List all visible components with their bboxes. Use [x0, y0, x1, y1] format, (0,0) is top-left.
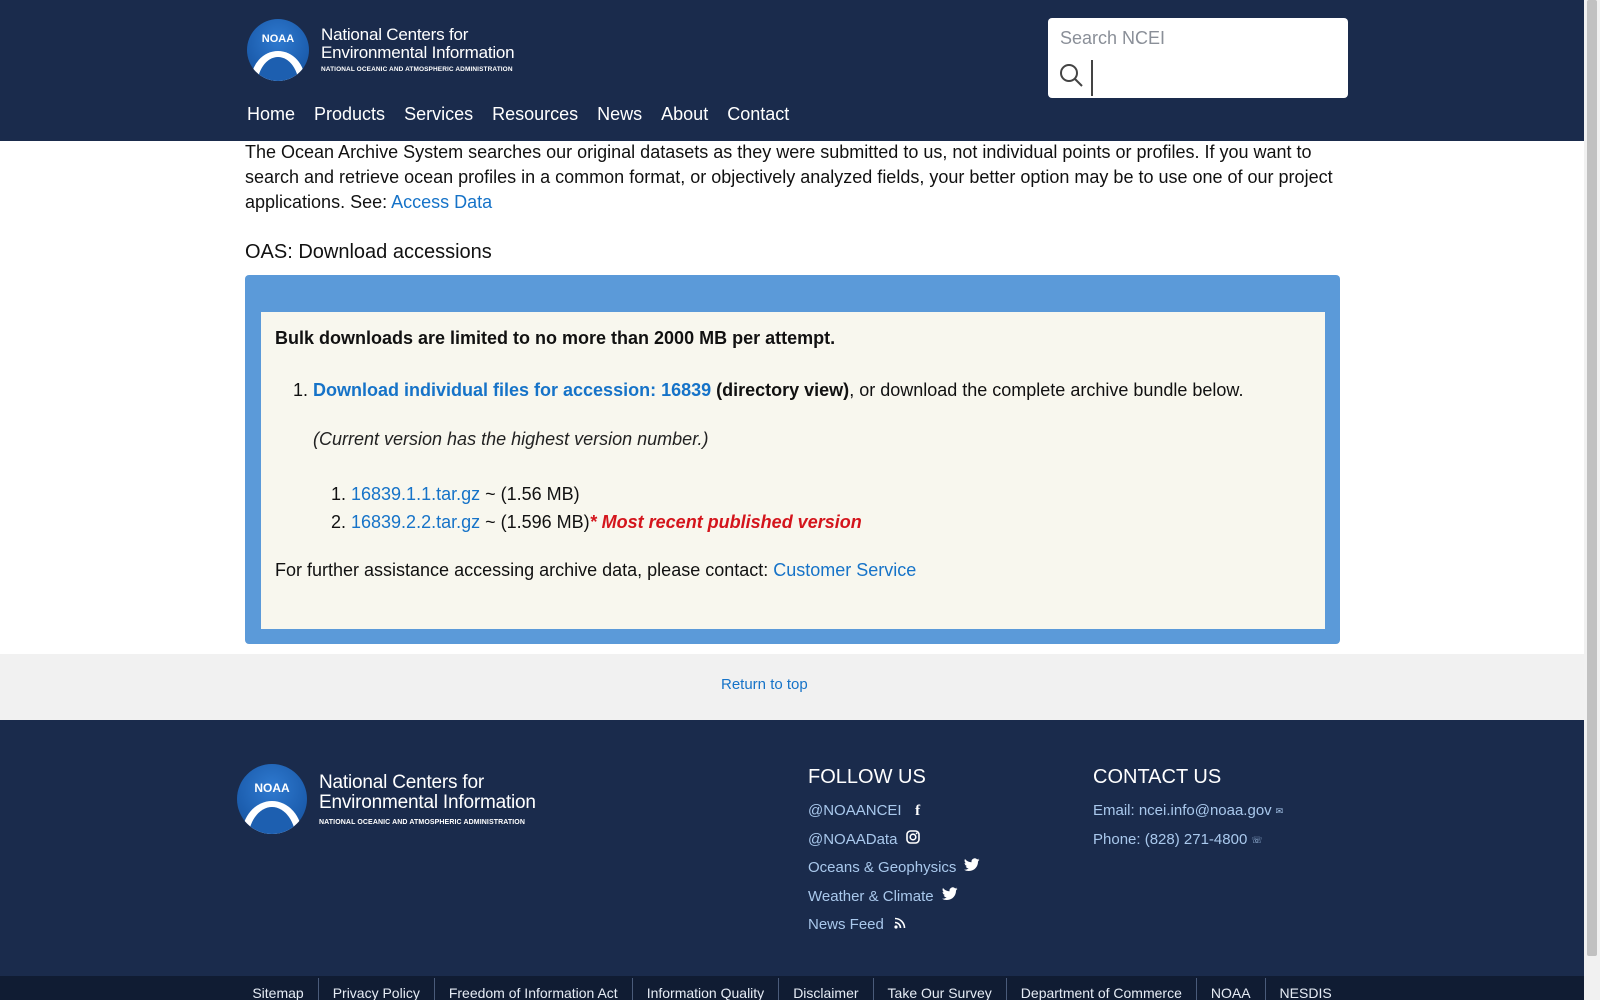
logo-line3: NATIONAL OCEANIC AND ATMOSPHERIC ADMINISTRATION: [319, 818, 526, 826]
return-to-top-bar: [0, 654, 1584, 720]
nav-contact[interactable]: Contact: [727, 104, 790, 124]
list-number: 1.: [292, 380, 308, 400]
twitter-icon[interactable]: [942, 883, 958, 912]
search-divider: [1091, 60, 1093, 96]
nav-services[interactable]: Services: [404, 104, 474, 124]
nav-news[interactable]: News: [597, 104, 643, 124]
scrollbar-thumb[interactable]: [1587, 0, 1597, 956]
contact-phone: [1093, 826, 1283, 855]
phone-icon: ☏: [1251, 834, 1263, 845]
current-version-note: (Current version has the highest version number.): [313, 429, 709, 449]
intro-paragraph: [245, 140, 1355, 215]
news-feed-link[interactable]: News Feed: [808, 916, 884, 933]
take-survey-link[interactable]: Take Our Survey: [873, 978, 1006, 1000]
twitter-icon[interactable]: [964, 854, 980, 883]
noaa-link[interactable]: NOAA: [1196, 978, 1265, 1000]
facebook-icon[interactable]: f: [915, 803, 921, 819]
social-link-instagram: [808, 826, 980, 855]
nav-home[interactable]: Home: [247, 104, 296, 124]
site-footer: [0, 720, 1584, 980]
logo-line1: National Centers for: [321, 25, 469, 45]
nav-products[interactable]: Products: [314, 104, 386, 124]
phone-link[interactable]: Phone: (828) 271-4800: [1093, 830, 1248, 848]
main-nav: [247, 104, 808, 125]
rss-icon[interactable]: [892, 911, 908, 940]
logo-text: [321, 26, 514, 74]
facebook-link[interactable]: @NOAANCEI: [808, 802, 902, 819]
file-link[interactable]: 16839.2.2.tar.gz: [351, 512, 481, 532]
logo-line2: Environmental Information: [319, 791, 536, 813]
footer-ncei-logo[interactable]: [237, 764, 536, 834]
download-individual-files-link[interactable]: Download individual files for accession: 16839: [313, 380, 712, 400]
file-size: ~ (1.56 MB): [480, 484, 580, 504]
envelope-icon: ✉: [1275, 806, 1284, 816]
noaa-logo-icon: [247, 19, 309, 81]
contact-us-column: [1093, 766, 1283, 854]
customer-service-link[interactable]: Customer Service: [773, 560, 917, 580]
list-number: 2.: [330, 512, 346, 532]
file-link[interactable]: 16839.1.1.tar.gz: [351, 484, 481, 504]
nesdis-link[interactable]: NESDIS: [1265, 978, 1346, 1000]
information-quality-link[interactable]: Information Quality: [632, 978, 779, 1000]
site-header: [0, 0, 1584, 141]
search-input[interactable]: [1060, 26, 1330, 50]
file-list: [313, 480, 862, 536]
footer-bottom-links: [0, 976, 1584, 1000]
follow-us-column: [808, 766, 980, 940]
download-panel-body: [261, 312, 1325, 629]
access-data-link[interactable]: Access Data: [391, 192, 493, 212]
section-title: OAS: Download accessions: [245, 241, 492, 263]
search-button[interactable]: [1056, 60, 1086, 92]
list-item: [275, 380, 1243, 401]
department-of-commerce-link[interactable]: Department of Commerce: [1006, 978, 1196, 1000]
logo-line2: Environmental Information: [321, 43, 515, 63]
return-to-top-link[interactable]: Return to top: [721, 676, 808, 693]
logo-line3: NATIONAL OCEANIC AND ATMOSPHERIC ADMINISTRATION: [321, 66, 513, 74]
page-scrollbar[interactable]: [1584, 0, 1600, 1000]
foia-link[interactable]: Freedom of Information Act: [434, 978, 632, 1000]
noaa-badge-text: NOAA: [254, 781, 290, 795]
intro-text: The Ocean Archive System searches our original datasets as they were submitted to us, not individual points or profiles. If you want to search and retrieve ocean profiles in a common format, or objectively analyzed fields, your better option may be to use one of our project applications. See:: [245, 142, 1333, 212]
contact-us-title: CONTACT US: [1093, 766, 1222, 788]
disclaimer-link[interactable]: Disclaimer: [778, 978, 872, 1000]
file-row: [313, 508, 862, 536]
file-row: [313, 480, 862, 508]
file-size: ~ (1.596 MB): [480, 512, 590, 532]
list-number: 1.: [330, 484, 346, 504]
noaa-logo-icon: [237, 764, 307, 834]
social-link-oceans: [808, 854, 980, 883]
directory-view-label: (directory view): [716, 380, 850, 400]
email-link[interactable]: Email: ncei.info@noaa.gov: [1093, 802, 1272, 819]
nav-about[interactable]: About: [661, 104, 709, 124]
noaa-badge-text: NOAA: [261, 33, 295, 45]
contact-email: [1093, 797, 1283, 826]
bulk-download-note: Bulk downloads are limited to no more than 2000 MB per attempt.: [275, 328, 836, 348]
assist-label: For further assistance accessing archive data, please contact:: [275, 560, 774, 580]
item1-rest-text: , or download the complete archive bundle below.: [849, 380, 1244, 400]
instagram-link[interactable]: @NOAAData: [808, 830, 898, 848]
nav-resources[interactable]: Resources: [492, 104, 579, 124]
oceans-geophysics-link[interactable]: Oceans & Geophysics: [808, 859, 957, 876]
follow-us-title: FOLLOW US: [808, 766, 926, 788]
most-recent-label: * Most recent published version: [589, 512, 862, 532]
download-panel: [245, 275, 1340, 644]
social-link-facebook: [808, 797, 980, 826]
search-box: [1048, 18, 1348, 98]
social-link-newsfeed: [808, 911, 980, 940]
weather-climate-link[interactable]: Weather & Climate: [808, 887, 934, 905]
logo-text: [319, 773, 536, 826]
social-link-weather: [808, 883, 980, 912]
search-icon: [1058, 62, 1084, 88]
assistance-text: [275, 560, 916, 581]
ncei-logo[interactable]: [247, 18, 537, 82]
sitemap-link[interactable]: Sitemap: [252, 985, 304, 1000]
privacy-policy-link[interactable]: Privacy Policy: [318, 978, 434, 1000]
instagram-icon[interactable]: [905, 826, 921, 855]
logo-line1: National Centers for: [319, 771, 484, 793]
